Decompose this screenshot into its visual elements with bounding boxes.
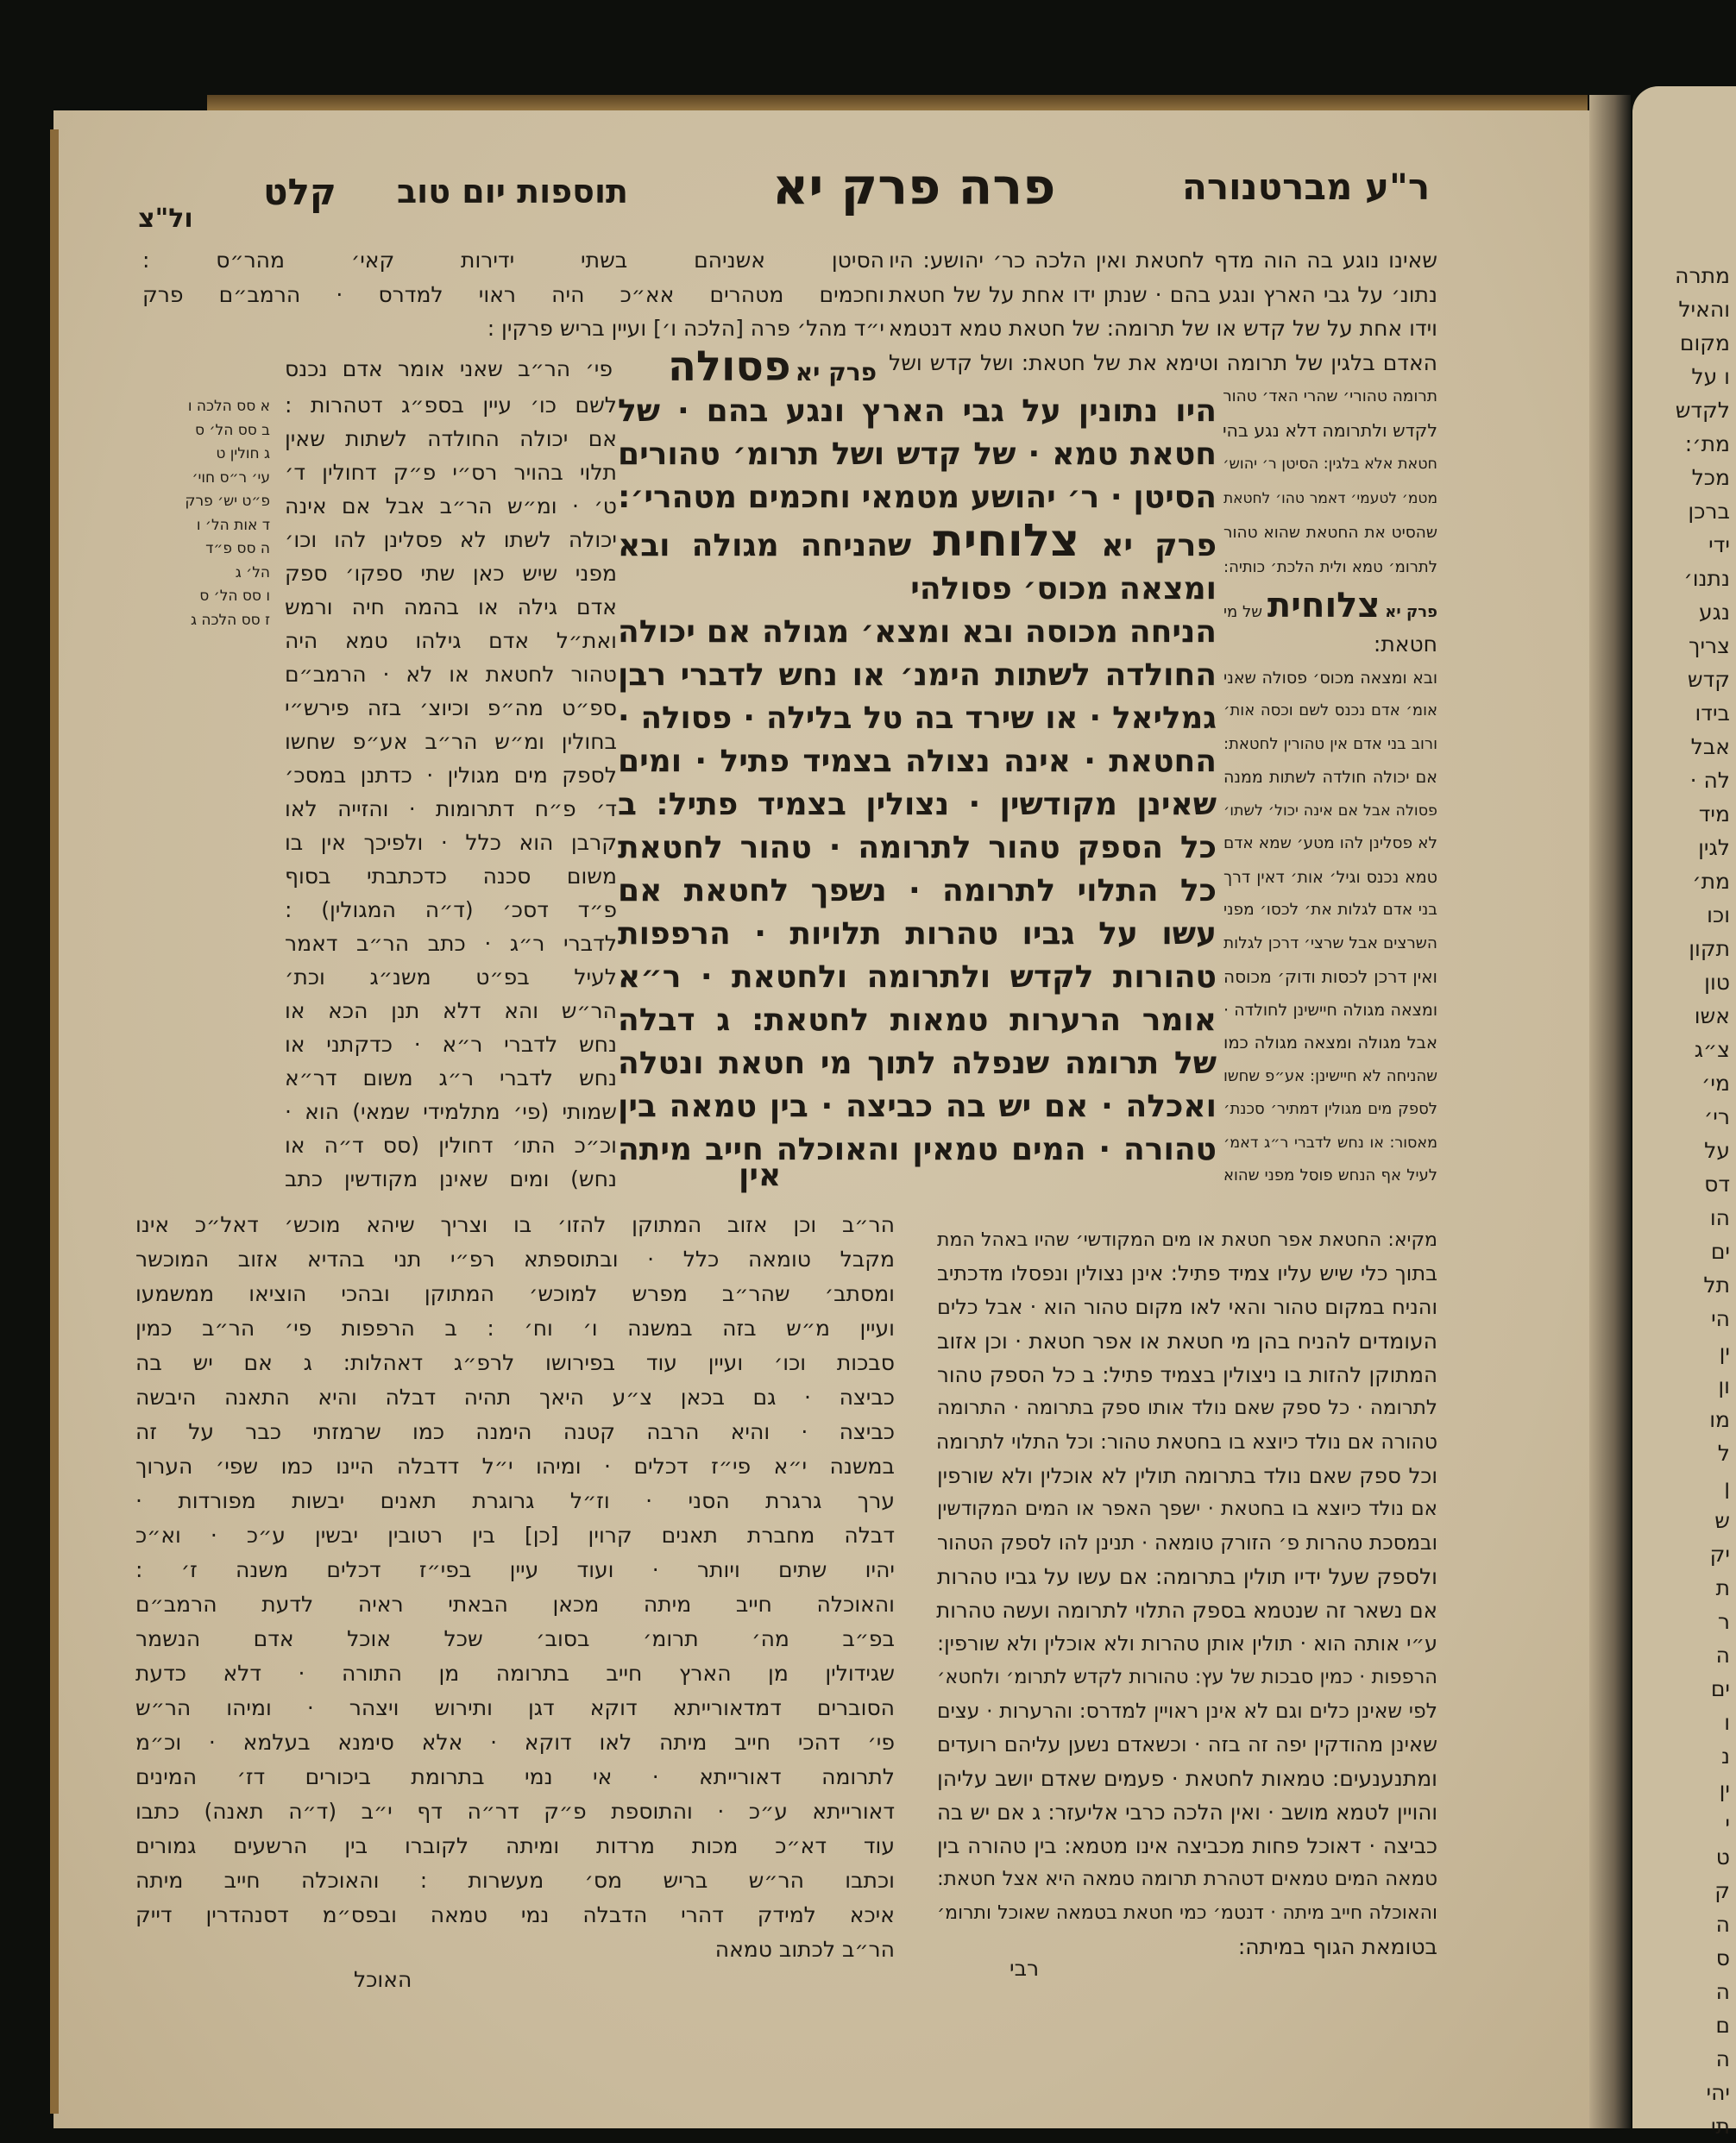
text-line: יהי	[1706, 2080, 1730, 2105]
text-line: לתרומה · כל ספק שאם נולד אותו ספק בתרומה · התרומה	[937, 1397, 1437, 1419]
text-line: ו על	[1691, 364, 1730, 389]
text-line: ורוב בני אדם אין טהורין לחטאת:	[1223, 734, 1437, 753]
text-line: והאוכלה חייב מיתה מכאן הבאתי ראיה לדעת הרמב״ם	[135, 1592, 895, 1617]
text-line: בני אדם לגלות את׳ לכסו׳ מפני	[1223, 901, 1437, 919]
book-gutter	[1589, 95, 1631, 2128]
text-line: תל	[1703, 1273, 1730, 1298]
text-line: חטאת:	[1373, 632, 1437, 657]
text-line: טמא נכנס וגיל׳ אות׳ דאין דרך	[1223, 867, 1437, 887]
text-line: דאורייתא ע״כ · והתוספת פ״ק דר״ה דף י״ב (ד״ה תאנה) כתבו	[135, 1799, 895, 1824]
text-line: טון	[1704, 970, 1730, 995]
mishnah-catchword: אין	[739, 1158, 782, 1193]
text-line: י״ד מהל׳ פרה [הלכה ו׳] ועיין בריש פרקין :	[487, 316, 884, 341]
text-line: עוד דא״כ מכות מרדות ומיתה לקוברו בין הרשעים גמורים	[135, 1833, 895, 1858]
page-left-edge	[50, 129, 59, 2114]
mishnah-line: טהורות לקדש ולתרומה ולחטאת · ר״א	[618, 959, 1217, 995]
text-line: נתונ׳ על גבי הארץ ונגע בהם · שנתן ידו אחת על של חטאת	[889, 281, 1437, 307]
text-line: תי	[1710, 2114, 1730, 2139]
tosafot-line: פי׳ הר״ב שאני אומר אדם נכנס	[285, 356, 613, 381]
text-line: ה	[1715, 1643, 1730, 1668]
text-line: ט	[1715, 1844, 1730, 1870]
text-line: ש	[1714, 1508, 1730, 1533]
text-line: על	[1704, 1138, 1730, 1163]
mishnah-line	[618, 515, 1217, 568]
text-line: רי׳	[1703, 1104, 1730, 1129]
text-line: ערך גרגרת הסני · וז״ל גרוגרת תאנים יבשות מפורדות ·	[135, 1488, 895, 1513]
text-line: מפני שיש כאן שתי ספקו׳ ספק	[285, 561, 617, 586]
text-line: ז סס הלכה ג	[190, 611, 270, 629]
text-line: וכל ספק שאם נולד בתרומה תולין לא אוכלין ולא שורפין	[937, 1463, 1437, 1488]
text-line: לתרומ׳ טמא ולית הלכת׳ כותיה:	[1223, 557, 1437, 576]
mishnah-line: החולדה לשתות הימנ׳ או נחש לדברי רבן	[618, 657, 1217, 693]
text-line: בפ״ב מה׳ תרומ׳ בסוב׳ שכל אוכל אדם הנשמר	[135, 1626, 895, 1651]
text-line: שהסיט את החטאת שהוא טהור	[1223, 524, 1437, 542]
folio-number: קלט	[263, 171, 337, 213]
text-line: אם יכולה החולדה לשתות שאין	[285, 426, 617, 451]
text-line: נתנו׳	[1683, 566, 1730, 591]
text-line: ספ״ט מה״פ וכיוצ׳ בזה פירש״י	[285, 695, 617, 720]
text-line: ין	[1719, 1340, 1730, 1365]
text-line: בטומאת הגוף במיתה:	[1237, 1934, 1437, 1959]
text-line: י	[1725, 1811, 1730, 1836]
mishnah-line: החטאת · אינה נצולה בצמיד פתיל · ומים	[618, 744, 1217, 779]
header-tosafot: תוספות יום טוב	[397, 173, 629, 211]
next-page-edge	[1632, 86, 1736, 2139]
text-line: כביצה · והיא הרבה קטנה הימנה כמו שרמזתי כבר על זה	[135, 1419, 895, 1444]
text-line: צריך	[1689, 633, 1730, 658]
text-line: ים	[1710, 1676, 1730, 1701]
mishnah-line: הסיטן · ר׳ יהושע מטמאי וחכמים מטהרי׳:	[618, 480, 1217, 515]
text-line: וכו	[1707, 902, 1730, 927]
mishnah-line: עשו על גביו טהרות תלויות · הרפפות	[618, 916, 1217, 952]
text-line: מכל	[1691, 465, 1730, 490]
text-line: ה	[1715, 2046, 1730, 2071]
chapter-word: צלוחית	[933, 515, 1080, 567]
text-line: סבכות וכו׳ ועיין עוד בפירושו לרפ״ג דאהלות: ג אם יש בה	[135, 1350, 895, 1375]
text-line: מו	[1709, 1407, 1730, 1432]
text-line: והאיל	[1678, 297, 1730, 322]
text-line: ד׳ פ״ח דתרומות · והזייה לאו	[285, 796, 617, 821]
bartenura-side-a	[1223, 380, 1437, 584]
tosafot-catchword: האוכל	[354, 1967, 412, 1992]
text-line: יק	[1709, 1542, 1730, 1567]
text-line: שמותי (פי׳ מתלמידי שמאי) הוא ·	[285, 1099, 617, 1124]
chapter-prefix: פרק יא	[795, 358, 877, 386]
text-line: קדש	[1687, 667, 1730, 692]
chapter-suffix: של מי	[1223, 603, 1263, 621]
text-line: מת׳	[1692, 869, 1730, 894]
next-page-text	[1639, 259, 1730, 2143]
text-line: לספק מים מגולין דמתיר׳ סכנת׳	[1223, 1100, 1437, 1118]
text-line: ובמסכת טהרות פ׳ הזורק טומאה · תנינן להו לספק הטהור	[937, 1530, 1437, 1555]
text-line: ולספק שעל ידיו תולין בתרומה: אם עשו על גביו טהרות	[937, 1564, 1437, 1589]
text-line: מת׳:	[1684, 431, 1730, 456]
mishnah-line: גמליאל · או שירד בה טל בלילה · פסולה ·	[618, 701, 1217, 736]
text-line: לספק מים מגולין · כדתנן במסכ׳	[285, 763, 617, 788]
text-line: יהיו שתים ויותר · ועוד עיין בפי״ז דכלים משנה ז׳ :	[135, 1557, 895, 1582]
bartenura-chapter-heading	[1223, 580, 1437, 632]
text-line: מקבל טומאה כלל · ובתוספתא רפ״י תני בהדיא אזוב המוכשר	[135, 1247, 895, 1272]
text-line: הסיטן אשניהם בשתי ידירות קאי׳ מהר״ס :	[142, 248, 884, 273]
chapter-word: פסולה	[667, 343, 791, 391]
text-line: דס	[1704, 1172, 1730, 1197]
mishnah-line-text: שהניחה מגולה ובא	[618, 528, 912, 563]
header-bartenura: ר"ע מברטנורה	[1182, 166, 1431, 208]
mishnah-line: שאינן מקודשין · נצולין בצמיד פתיל: ב	[618, 787, 1217, 822]
text-line: נחש) ומים שאינן מקודשין כתב	[285, 1166, 617, 1191]
chapter-word: צלוחית	[1267, 586, 1381, 625]
text-line: הסוברים דמדאורייתא דוקא דגן ותירוש ויצהר · ומיהו הר״ש	[135, 1695, 895, 1720]
tosafot-top	[142, 243, 884, 346]
text-line: האדם בלגין של תרומה וטימא את של חטאת: ושל קדש ושל	[889, 349, 1437, 375]
text-line: נחש לדברי ר״ג משום דר״א	[285, 1065, 617, 1090]
text-line: לקדש	[1675, 398, 1730, 423]
text-line: לפי שאינן כלים וגם לא אינן ראויין למדרס: והרערות · עצים	[937, 1699, 1437, 1723]
text-line: פסולה אבל אם אינה יכול׳ לשתו׳	[1223, 801, 1437, 820]
text-line: ג חולין ט	[216, 445, 270, 462]
text-line: תלוי בהויר רס״י פ״ק דחולין ד׳	[285, 460, 617, 485]
text-line: ע״י אותה הוא · תולין אותן טהרות ולא אוכלין ולא שורפין:	[937, 1631, 1437, 1656]
text-line: א סס הלכה ו	[187, 398, 270, 415]
mishnah-line: כל הספק טהור לתרומה · טהור לחטאת	[618, 830, 1217, 865]
text-line: ה	[1715, 1912, 1730, 1937]
text-line: תרומה טהורי׳ שהרי האד׳ טהור	[1223, 387, 1437, 405]
text-line: ידי	[1708, 532, 1730, 557]
text-line: בתוך כלי שיש עליו צמיד פתיל: אינן נצולין ונפסלו מדכתיב	[937, 1261, 1437, 1285]
text-line: ברכן	[1688, 499, 1730, 524]
text-line: ומתנענעים: טמאות לחטאת · פעמים שאדם יושב עליהן	[937, 1766, 1437, 1791]
text-line: כביצה · גם בכאן צ״ע היאך תהיה דבלה והיא התאנה היבשה	[135, 1385, 895, 1410]
text-line: ט׳ · ומ״ש הר״ב אבל אם אינה	[285, 493, 617, 518]
tosafot-bottom	[135, 1208, 895, 1967]
text-line: טמאה המים טמאים דטהרת תרומה טמאה היא אצל חטאת:	[937, 1868, 1437, 1890]
text-line: אבל	[1690, 734, 1730, 759]
text-line: הל׳ ג	[235, 563, 270, 581]
text-line: אם יכולה חולדה לשתות ממנה	[1223, 768, 1437, 787]
bartenura-side-b	[1223, 628, 1437, 1193]
text-line: ו	[1724, 1710, 1730, 1735]
text-line: מאסור: או נחש לדברי ר״ג דאמ׳	[1223, 1134, 1437, 1152]
text-line: והניח במקום טהור והאי לאו מקום טהור הוא · אבל כלים	[937, 1295, 1437, 1319]
text-line: תקון	[1689, 936, 1730, 961]
text-line: עי׳ ר״ס חוי׳	[192, 468, 270, 487]
text-line: ומסתב׳ שהר״ב מפרש למוכש׳ המתוקן ובהכי הוציאו ממשמעו	[135, 1281, 895, 1306]
text-line: נגע	[1699, 600, 1730, 625]
text-line: אם נולד כיוצא בו בחטאת · ישפך האפר או המים המקודשין	[937, 1498, 1437, 1520]
header-tractate-chapter: פרה פרק יא	[772, 157, 1056, 216]
text-line: ואת״ל אדם גילהו טמא היה	[285, 628, 617, 653]
bartenura-bottom	[937, 1223, 1437, 1964]
mishnah-line: היו נתונין על גבי הארץ ונגע בהם · של	[618, 393, 1217, 429]
text-line: ק	[1714, 1878, 1730, 1903]
text-line: פי׳ דהכי חייב מיתה לאו דוקא · אלא סימנא בעלמא · וכ״מ	[135, 1730, 895, 1755]
text-line: ל	[1717, 1441, 1730, 1466]
mishnah-line: ומצאה מכוס׳ פסולהי	[910, 571, 1217, 606]
text-line: טהורה אם נולד כיוצא בו בחטאת טהור: וכל התלוי לתרומה	[935, 1430, 1437, 1454]
mishnah-line: טהורה · המים טמאין והאוכלה חייב מיתה	[618, 1132, 1217, 1167]
text-line: מי׳	[1701, 1071, 1730, 1096]
tosafot-chapter-line	[285, 352, 613, 386]
text-line: וכ״כ התו׳ דחולין (סס ד״ה או	[285, 1133, 617, 1158]
text-line: צ״ג	[1694, 1037, 1730, 1062]
text-line: פ״ד דסכ׳ (ד״ה המגולין) :	[285, 897, 617, 922]
mishnah-line: הניחה מכוסה ובא ומצא׳ מגולה אם יכולה	[618, 614, 1217, 650]
text-line: ה סס פ״ד	[205, 540, 270, 557]
text-line: שגידולין מן הארץ חייב בתרומה מן התורה · דלא כדעת	[135, 1661, 895, 1686]
text-line: ב סס הל׳ ס	[195, 421, 270, 439]
text-line: במשנה י״א פי״ז דכלים · ומיהו י״ל דדבלה היינו כמו שפי׳ הערוך	[135, 1454, 895, 1479]
text-line: ת	[1715, 1575, 1730, 1600]
text-line: וידו אחת על של קדש או של תרומה: של חטאת טמא דנטמא	[888, 316, 1437, 341]
text-line: מיד	[1698, 801, 1730, 826]
text-line: לקדש ולתרומה דלא נגע בהי	[1222, 419, 1437, 441]
text-line: לשם כו׳ עיין בספ״ג דטהרות :	[285, 393, 617, 418]
text-line: חטאת אלא בלגין: הסיטן ר׳ יהוש׳	[1223, 456, 1437, 473]
mishnah-line: ואכלה · אם יש בה כביצה · בין טמאה בין	[618, 1089, 1217, 1124]
tosafot-chapter-heading	[618, 341, 877, 402]
text-line: אבל מגולה ומצאה מגולה כמו	[1223, 1033, 1437, 1053]
text-line: והויין לטמא מושב · ואין הלכה כרבי אליעזר: ג אם יש בה	[937, 1800, 1437, 1825]
chapter-prefix: פרק יא	[1101, 528, 1217, 563]
text-line: מקיא: החטאת אפר חטאת או מים המקודשי׳ שהיו באהל המת	[937, 1229, 1437, 1251]
text-line: שאינו נוגע בה הוה מדף לחטאת ואין הלכה כר׳ יהושע: היו	[889, 248, 1437, 273]
text-line: בידו	[1695, 701, 1730, 726]
text-line: שאינן מהודקין יפה זה בזה · וכשאדם נשען עליהם רועדים	[937, 1732, 1437, 1757]
text-line: אם נשאר זה שנטמא בספק התלוי לתרומה ועשה טהרות	[936, 1598, 1437, 1623]
mishnah-text	[618, 390, 1217, 1172]
text-line: הר״ב לכתוב טמאה	[714, 1937, 895, 1962]
text-line: ם	[1715, 2013, 1730, 2038]
text-line: הר״ש והא דלא תנן הכא או	[285, 998, 617, 1023]
text-line: טהור לחטאת או לא · הרמב״ם	[285, 662, 617, 687]
text-line: ואין דרכן לכסות ודוק׳ מכוסה	[1223, 966, 1437, 987]
text-line: וחכמים מטהרים אא״כ היה ראוי למדרס · הרמב״ם פרק	[142, 281, 884, 307]
text-line: הו	[1709, 1205, 1730, 1230]
signature-mark: ול"צ	[138, 204, 193, 234]
text-line: המתוקן להזות בו ניצולין בצמיד פתיל: ב כל הספק טהור	[937, 1362, 1437, 1387]
text-line: משום סכנה כדכתבתי בסוף	[285, 864, 617, 889]
mishnah-line: חטאת טמא · של קדש ושל תרומ׳ טהורים	[618, 437, 1217, 472]
text-line: כביצה · דאוכל פחות מכביצה אינו מטמא: בין טהורה בין	[937, 1833, 1437, 1858]
mishnah-line: כל התלוי לתרומה · נשפך לחטאת אם	[618, 873, 1217, 908]
text-line: לעיל בפ״ט משנ״ג וכת׳	[285, 965, 617, 990]
text-line: איכא למידק דהרי הדבלה נמי טמאה ובפס״מ דסנהדרין דייק	[135, 1902, 895, 1927]
text-line: השרצים אבל שרצי׳ דרכן לגלות	[1223, 933, 1437, 952]
mishnah-line: של תרומה שנפלה לתוך מי חטאת ונטלה	[618, 1046, 1217, 1081]
text-line: ד אות הל׳ ו	[196, 516, 270, 534]
text-line: ועיין מ״ש בזה במשנה ו׳ וח׳ : ב הרפפות פי׳ הר״ב כמין	[135, 1316, 895, 1341]
text-line: ר	[1717, 1609, 1730, 1634]
chapter-prefix: פרק יא	[1385, 603, 1437, 621]
text-line: שהניחה לא חיישינן: אע״פ שחשו	[1223, 1066, 1437, 1085]
text-line: והאוכלה חייב מיתה · דנטמ׳ כמי חטאת בטמאה שאוכל ותרומ׳	[937, 1902, 1437, 1924]
text-line: לה ·	[1689, 768, 1730, 793]
text-line: נחש לדברי ר״א · כדקתני או	[285, 1032, 617, 1057]
text-line: מתרה	[1675, 263, 1730, 288]
text-line: ון	[1718, 1373, 1730, 1398]
text-line: לעיל אף הנחש פוסל מפני שהוא	[1223, 1166, 1437, 1185]
text-line: ה	[1715, 1979, 1730, 2004]
text-line: העומדים להניח בהן מי חטאת או אפר חטאת · וכן אזוב	[937, 1329, 1437, 1354]
text-line: דבלה מחברת תאנים קרוין [כן] בין רטובין יבשין ע״כ · וא״כ	[135, 1523, 895, 1548]
text-line: לא פסלינן להו מטע׳ שמא אדם	[1223, 834, 1437, 852]
text-line: ס	[1715, 1945, 1730, 1970]
text-line: לתרומה דאורייתא · אי נמי בתרומת ביכורים דז׳ המינים	[135, 1764, 895, 1789]
tosafot-side	[285, 388, 617, 1196]
text-line: אדם גילה או בהמה חיה ורמש	[285, 594, 617, 619]
text-line: ובא ומצאה מכוס׳ פסולה שאני	[1223, 668, 1437, 688]
text-line: בחולין ומ״ש הר״ב אע״פ שחשו	[285, 729, 617, 754]
text-line: הר״ב וכן אזוב המתוקן להזו׳ בו וצריך שיהא מוכש׳ דאל״כ אינו	[135, 1212, 895, 1237]
text-line: הי	[1711, 1306, 1730, 1331]
text-line: ומצאה מגולה חיישינן לחולדה ·	[1223, 1000, 1437, 1020]
text-line: ן	[1724, 1474, 1730, 1499]
text-line: מטמ׳ לטעמי׳ דאמר טהו׳ לחטאת	[1223, 489, 1437, 507]
bartenura-top	[889, 243, 1437, 380]
bartenura-catchword: רבי	[1010, 1956, 1040, 1981]
text-line: לדברי ר״ג · כתב הר״ב דאמר	[285, 931, 617, 956]
text-line: מקום	[1679, 330, 1730, 355]
text-line: הרפפות · כמין סבכות של עץ: טהורות לקדש לתרומ׳ ולחטא׳	[937, 1666, 1437, 1688]
text-line: פ״ט יש׳ פרק	[185, 493, 270, 510]
mishnah-line: אומר הרערות טמאות לחטאת: ג דבלה	[618, 1002, 1217, 1038]
text-line: אומ׳ אדם נכנס לשם וכסה אות׳	[1223, 701, 1437, 720]
text-line: ו סס הל׳ ס	[199, 588, 270, 605]
text-line: וכתבו הר״ש בריש מס׳ מעשרות : והאוכלה חייב מיתה	[135, 1868, 895, 1893]
text-line: קרבן הוא כלל · ולפיכך אין בו	[285, 830, 617, 855]
text-line: ים	[1710, 1239, 1730, 1264]
text-line: יכולה לשתו לא פסלינן להו וכו׳	[285, 527, 617, 552]
text-line: אשו	[1694, 1003, 1730, 1028]
text-line: נ	[1720, 1744, 1730, 1769]
text-line: ין	[1719, 1777, 1730, 1802]
margin-notes	[102, 395, 270, 632]
text-line: לגין	[1698, 835, 1730, 860]
